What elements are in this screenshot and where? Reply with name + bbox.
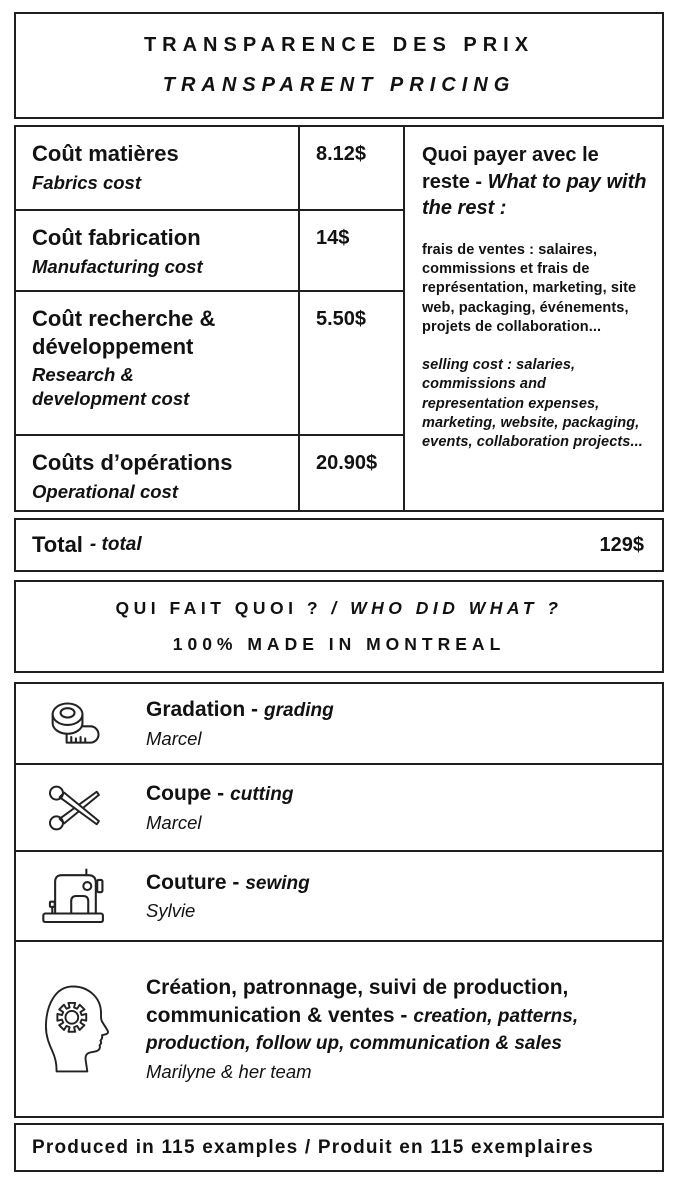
role-title-fr: Coupe - xyxy=(146,782,225,806)
who-did-what-section xyxy=(14,580,664,673)
head-gear-icon xyxy=(16,979,134,1079)
cost-price: 8.12$ xyxy=(300,127,405,211)
total-label-fr: Total xyxy=(32,532,83,557)
made-in-montreal-heading: 100% MADE IN MONTREAL xyxy=(172,634,506,654)
who-did-what-heading xyxy=(116,598,563,619)
who-heading-en: / WHO DID WHAT ? xyxy=(331,598,563,618)
cost-label-en: Research & development cost xyxy=(32,364,190,409)
cost-label-fr: Coût fabrication xyxy=(32,225,201,250)
role-title-en: cutting xyxy=(230,784,294,806)
role-person: Sylvie xyxy=(146,900,196,922)
role-title-en: grading xyxy=(264,700,334,722)
cost-label-en: Fabrics cost xyxy=(32,171,141,193)
note-heading xyxy=(422,142,650,222)
list-item xyxy=(16,850,662,940)
production-count-footer xyxy=(14,1123,664,1172)
title-french: TRANSPARENCE DES PRIX xyxy=(143,34,535,56)
table-row xyxy=(16,127,300,211)
cost-label-en: Manufacturing cost xyxy=(32,255,203,277)
role-title-en: creation, patterns, production, follow up, communication & sales xyxy=(146,1005,579,1055)
role-text xyxy=(134,780,293,835)
note-body-english: selling cost : salaries, commissions and representation expenses, marketing, website, packaging, events, collaboration projects... xyxy=(422,357,643,451)
list-item xyxy=(16,940,662,1116)
cost-label-fr: Coût matières xyxy=(32,141,179,166)
role-title-fr: Couture - xyxy=(146,870,240,894)
total-value: 129$ xyxy=(599,533,644,556)
role-title-en: sewing xyxy=(245,872,310,894)
cost-label-fr: Coût recherche & développement xyxy=(32,306,216,359)
scissors-icon xyxy=(16,782,134,834)
cost-price: 14$ xyxy=(300,211,405,292)
table-row xyxy=(16,436,300,510)
measuring-tape-icon xyxy=(16,700,134,748)
title-english: TRANSPARENT PRICING xyxy=(162,74,516,96)
production-count-text: Produced in 115 examples / Produit en 115 exemplaires xyxy=(32,1136,595,1158)
role-title-fr: Gradation - xyxy=(146,698,259,722)
note-heading-fr: Quoi payer avec le reste - xyxy=(422,144,599,193)
cost-label-fr: Coûts d’opérations xyxy=(32,450,233,475)
total-row xyxy=(14,518,664,572)
table-row xyxy=(16,211,300,292)
header-section xyxy=(14,12,664,119)
sewing-machine-icon xyxy=(16,867,134,925)
roles-list xyxy=(14,682,664,1118)
table-row xyxy=(16,292,300,436)
role-text xyxy=(134,869,310,924)
role-person: Marcel xyxy=(146,811,202,833)
list-item xyxy=(16,684,662,763)
role-text xyxy=(134,974,596,1084)
cost-table xyxy=(14,125,664,512)
rest-explanation-note xyxy=(405,127,662,510)
role-title-fr: Création, patronnage, suivi de production, communication & ventes - xyxy=(146,975,569,1027)
role-person: Marilyne & her team xyxy=(146,1061,312,1083)
note-body-french: frais de ventes : salaires, commissions et frais de représentation, marketing, site web, packaging, événements, projets de collaboration... xyxy=(422,241,637,335)
total-label-en: - total xyxy=(89,534,142,555)
cost-price: 20.90$ xyxy=(300,436,405,510)
role-text xyxy=(134,696,334,751)
cost-price: 5.50$ xyxy=(300,292,405,436)
cost-label-en: Operational cost xyxy=(32,480,178,502)
role-person: Marcel xyxy=(146,727,202,749)
note-heading-en: What to pay with the rest : xyxy=(422,170,647,220)
who-heading-fr: QUI FAIT QUOI ? xyxy=(115,598,323,618)
list-item xyxy=(16,763,662,850)
